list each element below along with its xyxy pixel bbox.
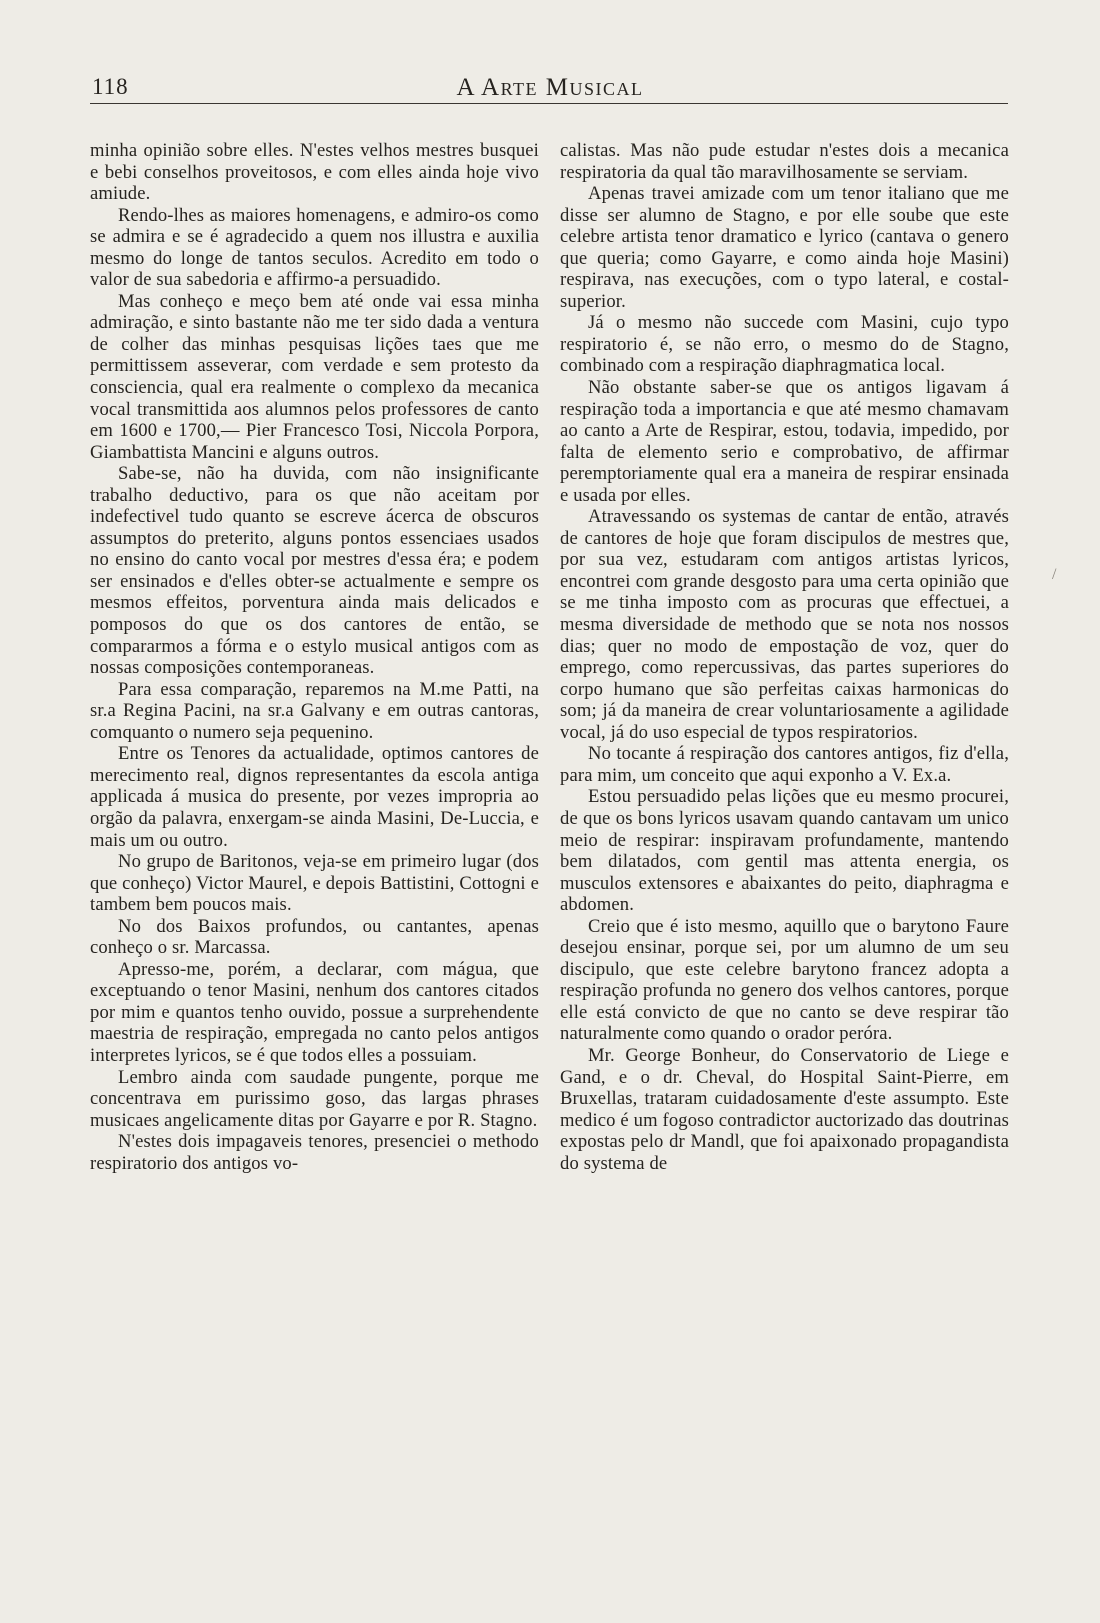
paragraph: Entre os Tenores da actualidade, optimos cantores de merecimento real, dignos representantes da escola antiga applicada á musica do presente, por vezes impropria ao orgão da palavra, enxergam-se ainda Masini, De-Luccia, e mais um ou outro. bbox=[90, 743, 539, 851]
paragraph: Rendo-lhes as maiores homenagens, e admiro-os como se admira e se é agradecido a quem nos illustra e auxilia mesmo do longe de tantos seculos. Acredito em todo o valor de sua sabedoria e affirmo-a persuadido. bbox=[90, 204, 539, 291]
margin-mark: / bbox=[1052, 566, 1057, 583]
paragraph: Para essa comparação, reparemos na M.me Patti, na sr.a Regina Pacini, na sr.a Galvany e em outras cantoras, comquanto o numero seja pequenino. bbox=[90, 678, 539, 743]
paragraph: Apresso-me, porém, a declarar, com mágua, que exceptuando o tenor Masini, nenhum dos cantores citados por mim e quantos tenho ouvido, possue a surprehendente maestria de respiração, empregada no canto pelos antigos interpretes lyricos, se é que todos elles a possuiam. bbox=[90, 958, 539, 1066]
paragraph: Lembro ainda com saudade pungente, porque me concentrava em purissimo goso, das largas phrases musicaes angelicamente ditas por Gayarre e por R. Stagno. bbox=[90, 1066, 539, 1131]
paragraph: Atravessando os systemas de cantar de então, através de cantores de hoje que foram discipulos de mestres que, por sua vez, estudaram com antigos artistas lyricos, encontrei com grande desgosto para uma certa opinião que se me tinha imposto com as procuras que effectuei, a mesma diversidade de methodo que se nota nos nossos dias; quer no modo de empostação de voz, quer do emprego, como repercussivas, das partes superiores do corpo humano que são perfeitas caixas harmonicas do som; já da maneira de crear voluntariosamente a agilidade vocal, já do uso especial de typos respiratorios. bbox=[560, 506, 1009, 743]
paragraph: No grupo de Baritonos, veja-se em primeiro lugar (dos que conheço) Victor Maurel, e depois Battistini, Cottogni e tambem bem poucos mais. bbox=[90, 851, 539, 916]
page-number: 118 bbox=[92, 74, 129, 99]
paragraph: No dos Baixos profundos, ou cantantes, apenas conheço o sr. Marcassa. bbox=[90, 915, 539, 959]
paragraph: Não obstante saber-se que os antigos ligavam á respiração toda a importancia e que até mesmo chamavam ao canto a Arte de Respirar, estou, todavia, impedido, por falta de elemento serio e comprobativo, de affirmar peremptoriamente qual era a maneira de respirar ensinada e usada por elles. bbox=[560, 377, 1009, 506]
paragraph: Estou persuadido pelas lições que eu mesmo procurei, de que os bons lyricos usavam quando cantavam um unico meio de respirar: inspiravam profundamente, mantendo bem dilatados, com gentil mas attenta energia, os musculos extensores e abaixantes do peito, diaphragma e abdomen. bbox=[560, 786, 1009, 916]
paragraph: Sabe-se, não ha duvida, com não insignificante trabalho deductivo, para os que não aceitam por indefectivel tudo quanto se escreve ácerca de obscuros assumptos do preterito, alguns pontos essenciaes usados no ensino do canto vocal por mestres d'essa éra; e podem ser ensinados e d'elles obter-se actualmente e sempre os mesmos effeitos, porventura ainda mais delicados e pomposos do que os dos cantores de então, se compararmos a fórma e o estylo musical antigos com as nossas composições contemporaneas. bbox=[90, 463, 539, 679]
paragraph: N'estes dois impagaveis tenores, presenciei o methodo respiratorio dos antigos vo- bbox=[90, 1131, 539, 1174]
paragraph: Já o mesmo não succede com Masini, cujo typo respiratorio é, se não erro, o mesmo do de Stagno, combinado com a respiração diaphragmatica local. bbox=[560, 312, 1009, 377]
running-title: A Arte Musical bbox=[456, 74, 644, 101]
paragraph: calistas. Mas não pude estudar n'estes dois a mecanica respiratoria da qual tão maravilhosamente se serviam. bbox=[560, 140, 1009, 183]
paragraph: Creio que é isto mesmo, aquillo que o barytono Faure desejou ensinar, porque sei, por um alumno de um seu discipulo, que este celebre barytono francez adopta a respiração profunda no genero dos velhos cantores, porque elle está convicto de que no canto se deve respirar tão naturalmente como quando o orador peróra. bbox=[560, 915, 1009, 1045]
header-rule bbox=[90, 103, 1008, 104]
paragraph: Apenas travei amizade com um tenor italiano que me disse ser alumno de Stagno, e por elle soube que este celebre artista tenor dramatico e lyrico (cantava o genero que queria; como Gayarre, e como ainda hoje Masini) respirava, nas execuções, com o typo lateral, e costal-superior. bbox=[560, 183, 1009, 312]
paragraph: minha opinião sobre elles. N'estes velhos mestres busquei e bebi conselhos proveitosos, e com elles ainda hoje vivo amiude. bbox=[90, 140, 539, 205]
left-column bbox=[90, 140, 539, 1174]
paragraph: Mr. George Bonheur, do Conservatorio de Liege e Gand, e o dr. Cheval, do Hospital Saint-Pierre, em Bruxellas, trataram cuidadosamente d'este assumpto. Este medico é um fogoso contradictor auctorizado das doutrinas expostas pelo dr Mandl, que foi apaixonado propagandista do systema de bbox=[560, 1044, 1009, 1174]
paragraph: No tocante á respiração dos cantores antigos, fiz d'ella, para mim, um conceito que aqui exponho a V. Ex.a. bbox=[560, 743, 1009, 786]
right-column bbox=[560, 140, 1009, 1174]
paragraph: Mas conheço e meço bem até onde vai essa minha admiração, e sinto bastante não me ter sido dada a ventura de colher das minhas pesquisas lições taes que me permittissem asseverar, com verdade e sem protesto da consciencia, qual era realmente o complexo da mecanica vocal transmittida aos alumnos pelos professores de canto em 1600 e 1700,— Pier Francesco Tosi, Niccola Porpora, Giambattista Mancini e alguns outros. bbox=[90, 290, 539, 463]
